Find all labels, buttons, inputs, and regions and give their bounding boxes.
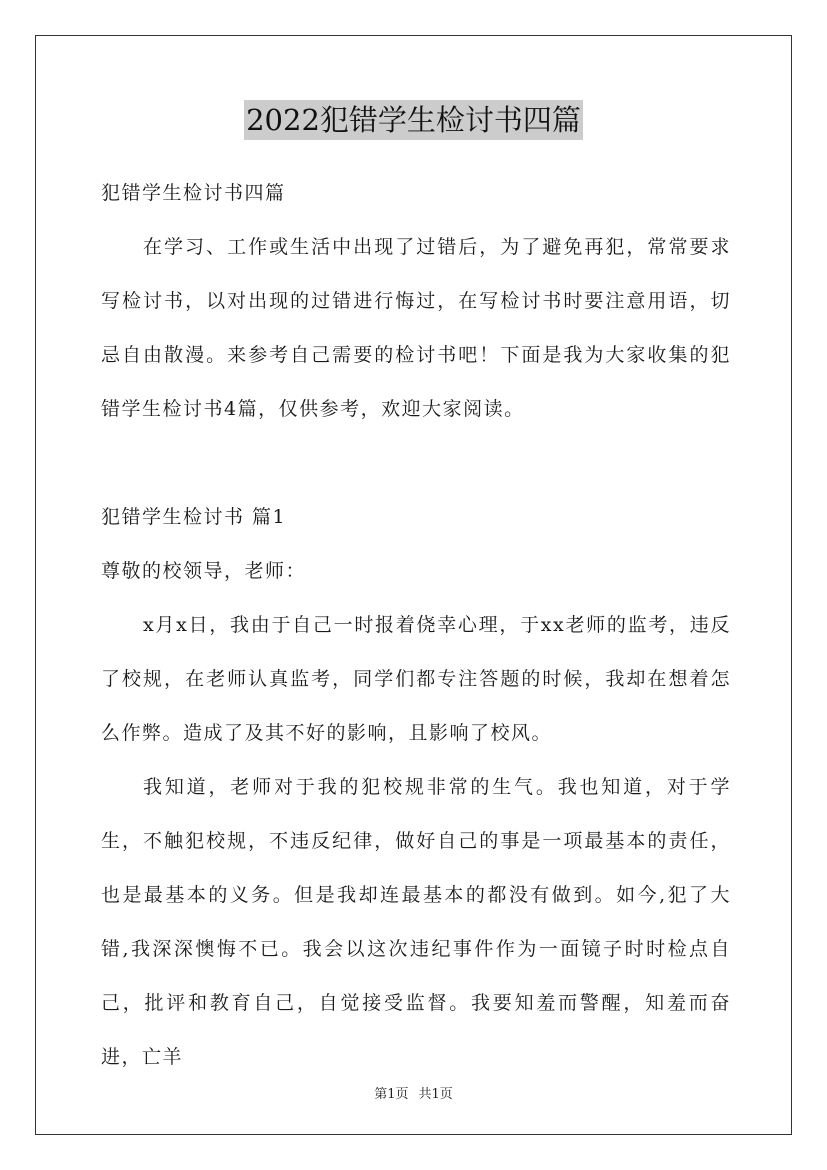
- document-body: [101, 166, 731, 1084]
- body-paragraph: x月x日，我由于自己一时报着侥幸心理，于xx老师的监考，违反了校规，在老师认真监考，同学们都专注答题的时候，我却在想着怎么作弊。造成了及其不好的影响，且影响了校风。: [101, 614, 731, 744]
- document-subtitle: 犯错学生检讨书四篇: [101, 182, 286, 204]
- title-container: [0, 100, 827, 140]
- body-paragraph: 我知道，老师对于我的犯校规非常的生气。我也知道，对于学生，不触犯校规，不违反纪律，做好自己的事是一项最基本的责任，也是最基本的义务。但是我却连最基本的都没有做到。如今,犯了大错,我深深懊悔不已。我会以这次违纪事件作为一面镜子时时检点自己，批评和教育自己，自觉接受监督。我要知羞而警醒，知羞而奋进，亡羊: [101, 776, 731, 1068]
- intro-paragraph: 在学习、工作或生活中出现了过错后，为了避免再犯，常常要求写检讨书，以对出现的过错进行悔过，在写检讨书时要注意用语，切忌自由散漫。来参考自己需要的检讨书吧！下面是我为大家收集的犯错学生检讨书4篇，仅供参考，欢迎大家阅读。: [101, 236, 731, 420]
- page-total: 共1页: [418, 1087, 453, 1102]
- page-number: 第1页: [374, 1087, 409, 1102]
- document-title: 2022犯错学生检讨书四篇: [244, 100, 583, 140]
- page-footer: [0, 1083, 827, 1102]
- salutation: 尊敬的校领导，老师：: [101, 560, 307, 582]
- section-heading: 犯错学生检讨书 篇1: [101, 506, 287, 528]
